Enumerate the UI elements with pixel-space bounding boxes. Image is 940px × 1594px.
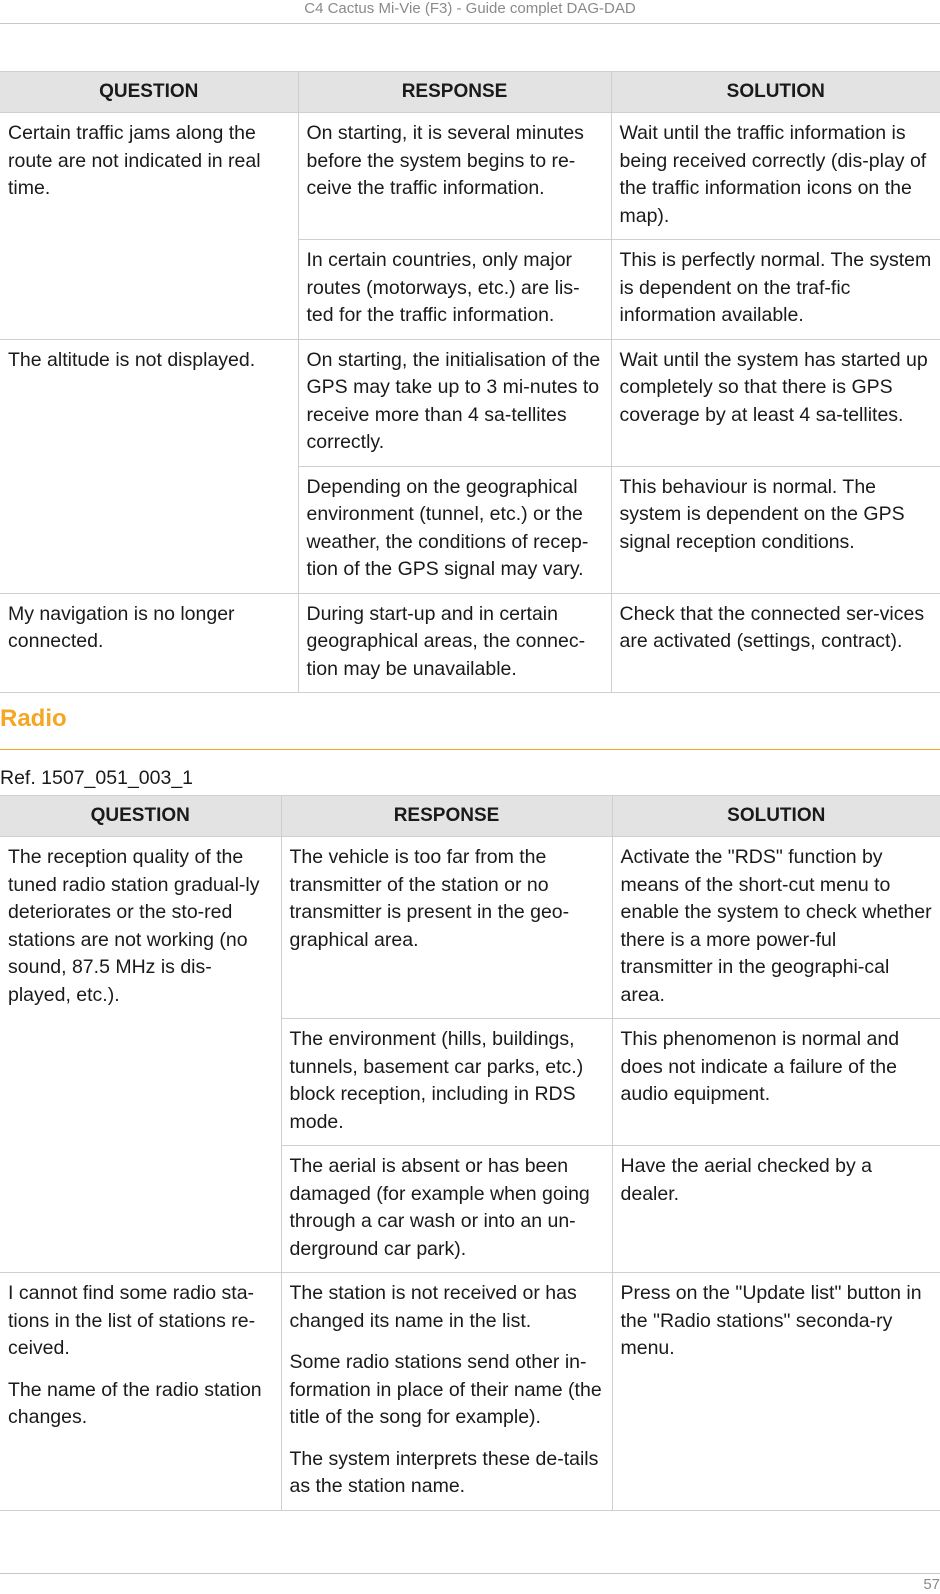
response-cell: The environment (hills, buildings, tunnels, basement car parks, etc.) block reception, including in RDS mode. <box>281 1019 612 1146</box>
response-paragraph: The station is not received or has changed its name in the list. <box>289 1282 577 1332</box>
response-cell: Depending on the geographical environment (tunnel, etc.) or the weather, the conditions of recep-tion of the GPS signal may vary. <box>298 466 611 593</box>
response-cell: During start-up and in certain geographical areas, the connec-tion may be unavailable. <box>298 593 611 693</box>
question-cell: The reception quality of the tuned radio station gradual-ly deteriorates or the sto-red stations are not working (no sound, 87.5 MHz is dis-played, etc.). <box>0 837 281 1273</box>
solution-cell: This is perfectly normal. The system is dependent on the traf-fic information available. <box>611 240 940 340</box>
response-cell: The vehicle is too far from the transmitter of the station or no transmitter is present in the geo-graphical area. <box>281 837 612 1019</box>
question-cell <box>0 1273 281 1511</box>
table-row <box>0 837 940 1019</box>
question-paragraph: The name of the radio station changes. <box>8 1378 262 1428</box>
page-number: 57 <box>923 1576 940 1593</box>
question-paragraph: I cannot find some radio sta-tions in the list of stations re-ceived. <box>8 1282 256 1359</box>
solution-cell: Wait until the system has started up completely so that there is GPS coverage by at least 4 sa-tellites. <box>611 339 940 466</box>
document-title: C4 Cactus Mi-Vie (F3) - Guide complet DAG-DAD <box>304 0 636 17</box>
column-header-solution: SOLUTION <box>612 796 940 837</box>
solution-cell: Check that the connected ser-vices are activated (settings, contract). <box>611 593 940 693</box>
section-title-text: Radio <box>0 705 67 732</box>
solution-cell: Press on the "Update list" button in the "Radio stations" seconda-ry menu. <box>612 1273 940 1511</box>
response-cell <box>281 1273 612 1511</box>
solution-cell: Activate the "RDS" function by means of the short-cut menu to enable the system to check whether there is a more power-ful transmitter in the geographi-cal area. <box>612 837 940 1019</box>
question-cell: My navigation is no longer connected. <box>0 593 298 693</box>
page-header <box>0 0 940 24</box>
table-header-row <box>0 72 940 113</box>
response-cell: In certain countries, only major routes (motorways, etc.) are lis-ted for the traffic information. <box>298 240 611 340</box>
reference-code: Ref. 1507_051_003_1 <box>0 767 194 789</box>
column-header-response: RESPONSE <box>281 796 612 837</box>
page-footer <box>0 1573 940 1594</box>
column-header-question: QUESTION <box>0 72 298 113</box>
response-cell: On starting, it is several minutes before the system begins to re-ceive the traffic information. <box>298 113 611 240</box>
response-cell: On starting, the initialisation of the GPS may take up to 3 mi-nutes to receive more than 4 sa-tellites correctly. <box>298 339 611 466</box>
question-cell: Certain traffic jams along the route are not indicated in real time. <box>0 113 298 340</box>
solution-cell: This behaviour is normal. The system is dependent on the GPS signal reception conditions. <box>611 466 940 593</box>
response-paragraph: Some radio stations send other in-formation in place of their name (the title of the song for example). <box>289 1351 602 1428</box>
response-cell: The aerial is absent or has been damaged (for example when going through a car wash or into an un-derground car park). <box>281 1146 612 1273</box>
radio-faq-table <box>0 795 940 1511</box>
table-header-row <box>0 796 940 837</box>
column-header-solution: SOLUTION <box>611 72 940 113</box>
table-row <box>0 339 940 466</box>
table-row <box>0 1273 940 1511</box>
column-header-question: QUESTION <box>0 796 281 837</box>
solution-cell: Wait until the traffic information is being received correctly (dis-play of the traffic information icons on the map). <box>611 113 940 240</box>
solution-cell: This phenomenon is normal and does not indicate a failure of the audio equipment. <box>612 1019 940 1146</box>
table-row <box>0 593 940 693</box>
table-row <box>0 113 940 240</box>
navigation-faq-table <box>0 71 940 693</box>
solution-cell: Have the aerial checked by a dealer. <box>612 1146 940 1273</box>
section-title-radio <box>0 702 940 750</box>
response-paragraph: The system interprets these de-tails as the station name. <box>289 1447 599 1497</box>
question-cell: The altitude is not displayed. <box>0 339 298 593</box>
column-header-response: RESPONSE <box>298 72 611 113</box>
